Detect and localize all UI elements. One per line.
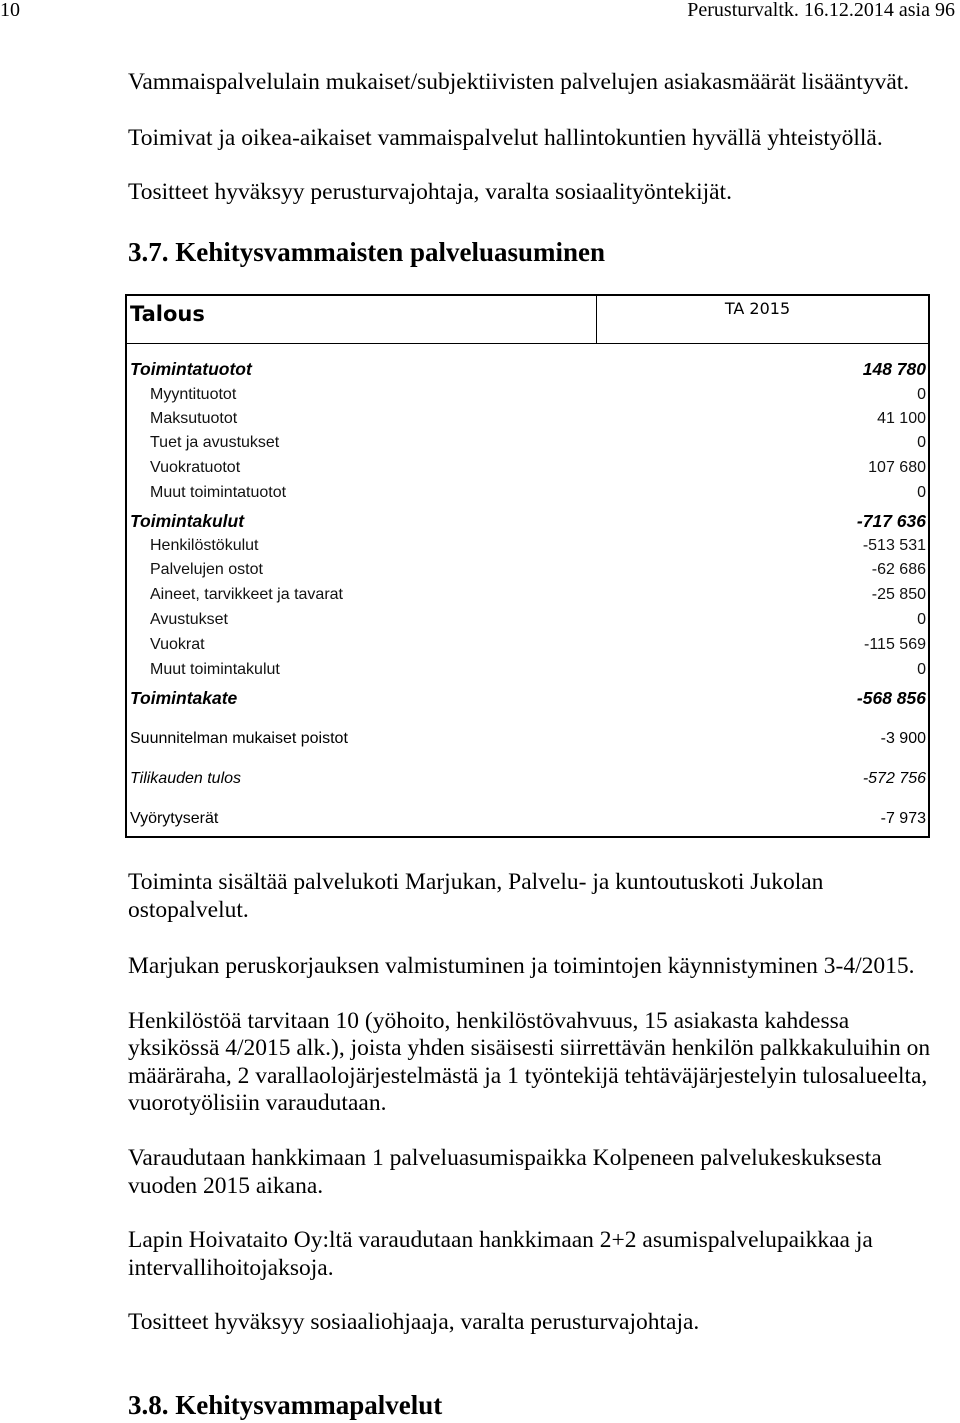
- row-label: Maksutuotot: [150, 410, 238, 427]
- intro-line: Toimivat ja oikea-aikaiset vammaispalvelut hallintokuntien hyvällä yhteistyöllä.: [128, 125, 883, 151]
- paragraph-line: ostopalvelut.: [128, 897, 249, 923]
- row-label: Avustukset: [150, 611, 228, 628]
- table-row: [127, 559, 928, 581]
- paragraph-line: Henkilöstöä tarvitaan 10 (yöhoito, henkilöstövahvuus, 15 asiakasta kahdessa: [128, 1008, 850, 1034]
- table-row: [127, 535, 928, 557]
- intro-line: Vammaispalvelulain mukaiset/subjektiivisten palvelujen asiakasmäärät lisääntyvät.: [128, 69, 910, 95]
- paragraph-line: Lapin Hoivataito Oy:ltä varaudutaan hankkimaan 2+2 asumispalvelupaikkaa ja: [128, 1227, 873, 1253]
- table-row-toimintakulut: [127, 510, 928, 532]
- row-label: Toimintakulut: [130, 511, 245, 531]
- table-column-header: TA 2015: [724, 299, 791, 318]
- page-number: 10: [0, 0, 20, 21]
- paragraph-line: määräraha, 2 varallaolojärjestelmästä ja 1 työntekijä tehtäväjärjestelyin tulosalueelta,: [128, 1063, 928, 1089]
- table-row: [127, 432, 928, 454]
- paragraph-line: vuorotyölisiin varaudutaan.: [128, 1090, 387, 1116]
- table-row: [127, 457, 928, 479]
- table-row: [127, 609, 928, 631]
- row-label: Henkilöstökulut: [150, 537, 259, 554]
- paragraph-line: intervallihoitojaksoja.: [128, 1255, 334, 1281]
- row-label: Myyntituotot: [150, 386, 237, 403]
- table-row: [127, 482, 928, 504]
- row-label: Muut toimintatuotot: [150, 484, 287, 501]
- table-row: [127, 659, 928, 681]
- row-label: Aineet, tarvikkeet ja tavarat: [150, 586, 343, 603]
- row-value: -115 569: [864, 636, 926, 653]
- row-value: 0: [917, 661, 926, 678]
- row-label: Suunnitelman mukaiset poistot: [130, 730, 348, 747]
- row-label: Vuokratuotot: [150, 459, 241, 476]
- paragraph-line: yksikössä 4/2015 alk.), joista yhden sisäisesti siirrettävän henkilön palkkakuluihin on: [128, 1035, 931, 1061]
- budget-table: [125, 294, 930, 838]
- paragraph-line: Marjukan peruskorjauksen valmistuminen ja toimintojen käynnistyminen 3-4/2015.: [128, 953, 915, 979]
- table-row: [127, 584, 928, 606]
- section-heading: 3.7. Kehitysvammaisten palveluasuminen: [128, 237, 606, 267]
- row-value: -568 856: [856, 688, 926, 708]
- row-value: 0: [917, 386, 926, 403]
- table-row-toimintatuotot: [127, 358, 928, 380]
- intro-line: Tositteet hyväksyy perusturvajohtaja, varalta sosiaalityöntekijät.: [128, 179, 732, 205]
- table-row: [127, 384, 928, 406]
- row-value: 107 680: [868, 459, 926, 476]
- row-value: -25 850: [871, 586, 926, 603]
- row-label: Muut toimintakulut: [150, 661, 280, 678]
- row-value: -717 636: [856, 511, 926, 531]
- row-value: 0: [917, 611, 926, 628]
- row-value: 148 780: [862, 359, 926, 379]
- row-label: Palvelujen ostot: [150, 561, 263, 578]
- row-label: Vuokrat: [150, 636, 205, 653]
- table-row: [127, 408, 928, 430]
- paragraph-line: Toiminta sisältää palvelukoti Marjukan, Palvelu- ja kuntoutuskoti Jukolan: [128, 869, 824, 895]
- table-row-toimintakate: [127, 687, 928, 709]
- row-value: 0: [917, 434, 926, 451]
- row-label: Tilikauden tulos: [130, 770, 242, 787]
- row-label: Vyörytyserät: [130, 810, 219, 827]
- row-label: Tuet ja avustukset: [150, 434, 280, 451]
- table-row: [127, 634, 928, 656]
- row-value: 0: [917, 484, 926, 501]
- next-section-heading: 3.8. Kehitysvammapalvelut: [128, 1390, 443, 1420]
- row-value: -7 973: [880, 810, 926, 827]
- row-value: -513 531: [862, 537, 926, 554]
- row-value: -62 686: [871, 561, 926, 578]
- document-reference: Perusturvaltk. 16.12.2014 asia 96: [687, 0, 955, 21]
- paragraph-line: Tositteet hyväksyy sosiaaliohjaaja, varalta perusturvajohtaja.: [128, 1309, 700, 1335]
- row-value: 41 100: [877, 410, 926, 427]
- table-header-divider: [127, 343, 928, 344]
- table-row-vyorytyserat: [127, 808, 928, 830]
- table-row-poistot: [127, 728, 928, 750]
- row-label: Toimintakate: [130, 688, 238, 708]
- row-value: -572 756: [862, 770, 926, 787]
- row-value: -3 900: [880, 730, 926, 747]
- table-title: Talous: [130, 302, 205, 326]
- row-label: Toimintatuotot: [130, 359, 252, 379]
- paragraph-line: vuoden 2015 aikana.: [128, 1173, 324, 1199]
- paragraph-line: Varaudutaan hankkimaan 1 palveluasumispaikka Kolpeneen palvelukeskuksesta: [128, 1145, 882, 1171]
- table-row-tilikauden-tulos: [127, 768, 928, 790]
